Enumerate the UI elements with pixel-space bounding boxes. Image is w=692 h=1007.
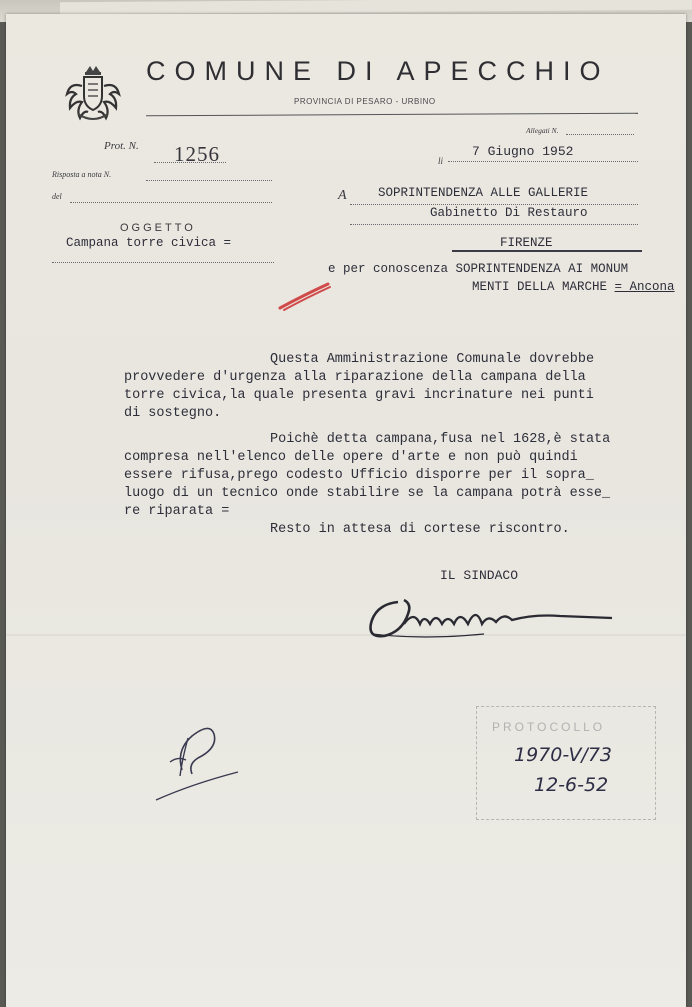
prot-number: 1256 xyxy=(174,142,220,166)
oggetto-value: Campana torre civica = xyxy=(66,236,232,250)
del-label: del xyxy=(52,192,62,201)
cc-prefix: e per conoscenza xyxy=(328,262,449,276)
recipient-prefix: A xyxy=(338,188,347,203)
recipient-dotline-2 xyxy=(350,224,638,225)
body-p1-line-1: Questa Amministrazione Comunale dovrebbe xyxy=(270,352,595,367)
body-p1-line-2: provvedere d'urgenza alla riparazione della campana della xyxy=(124,370,586,385)
allegati-dotline xyxy=(566,134,634,135)
protocol-number: 1970-V/73 xyxy=(514,744,613,766)
date-dotline xyxy=(448,161,638,162)
body-p2-line-4: luogo di un tecnico onde stabilire se la campana potrà esse_ xyxy=(124,486,611,501)
recipient-dotline-1 xyxy=(350,204,638,205)
body-p2-line-2: compresa nell'elenco delle opere d'arte e non può quindi xyxy=(124,450,578,465)
cc-city: = Ancona xyxy=(614,280,675,294)
cc-recipient-2: MENTI DELLA MARCHE xyxy=(472,280,608,294)
handwritten-initials xyxy=(152,714,248,812)
body-p2-line-3: essere rifusa,prego codesto Ufficio disporre per il sopra_ xyxy=(124,468,594,483)
cc-line-2 xyxy=(472,280,675,294)
signature-title: IL SINDACO xyxy=(440,568,519,583)
body-p2-line-5: re riparata = xyxy=(124,504,230,519)
prot-label: Prot. N. xyxy=(104,140,139,152)
protocol-date: 12-6-52 xyxy=(534,774,609,796)
cc-line-1 xyxy=(328,262,628,276)
letterhead-rule xyxy=(146,113,638,117)
risposta-dotline xyxy=(146,180,272,181)
protocol-stamp-header: PROTOCOLLO xyxy=(492,720,606,734)
body-p1-line-4: di sostegno. xyxy=(124,406,222,421)
risposta-label: Risposta a nota N. xyxy=(52,170,112,179)
mayor-signature xyxy=(364,584,624,646)
body-p1-line-3: torre civica,la quale presenta gravi incrinature nei punti xyxy=(124,388,594,403)
recipient-line-1: SOPRINTENDENZA ALLE GALLERIE xyxy=(378,186,589,200)
recipient-city: FIRENZE xyxy=(500,236,553,250)
letterhead-subtitle: PROVINCIA DI PESARO - URBINO xyxy=(294,97,436,106)
closing-line: Resto in attesa di cortese riscontro. xyxy=(270,522,570,537)
recipient-city-underline xyxy=(452,250,642,252)
oggetto-dotline xyxy=(52,262,274,263)
municipal-crest-icon xyxy=(64,64,122,126)
letter-date: 7 Giugno 1952 xyxy=(472,144,574,159)
allegati-label: Allegati N. xyxy=(526,126,559,135)
red-pencil-mark xyxy=(276,278,334,314)
prot-dotline xyxy=(154,162,226,163)
del-dotline xyxy=(70,202,272,203)
date-prefix: li xyxy=(438,156,444,166)
letter-page xyxy=(6,14,686,1007)
body-p2-line-1: Poichè detta campana,fusa nel 1628,è stata xyxy=(270,432,611,447)
recipient-line-2: Gabinetto Di Restauro xyxy=(430,206,588,220)
cc-recipient-1: SOPRINTENDENZA AI MONUM xyxy=(455,262,629,276)
oggetto-label: OGGETTO xyxy=(120,222,196,234)
letterhead-title: COMUNE DI APECCHIO xyxy=(146,56,610,86)
